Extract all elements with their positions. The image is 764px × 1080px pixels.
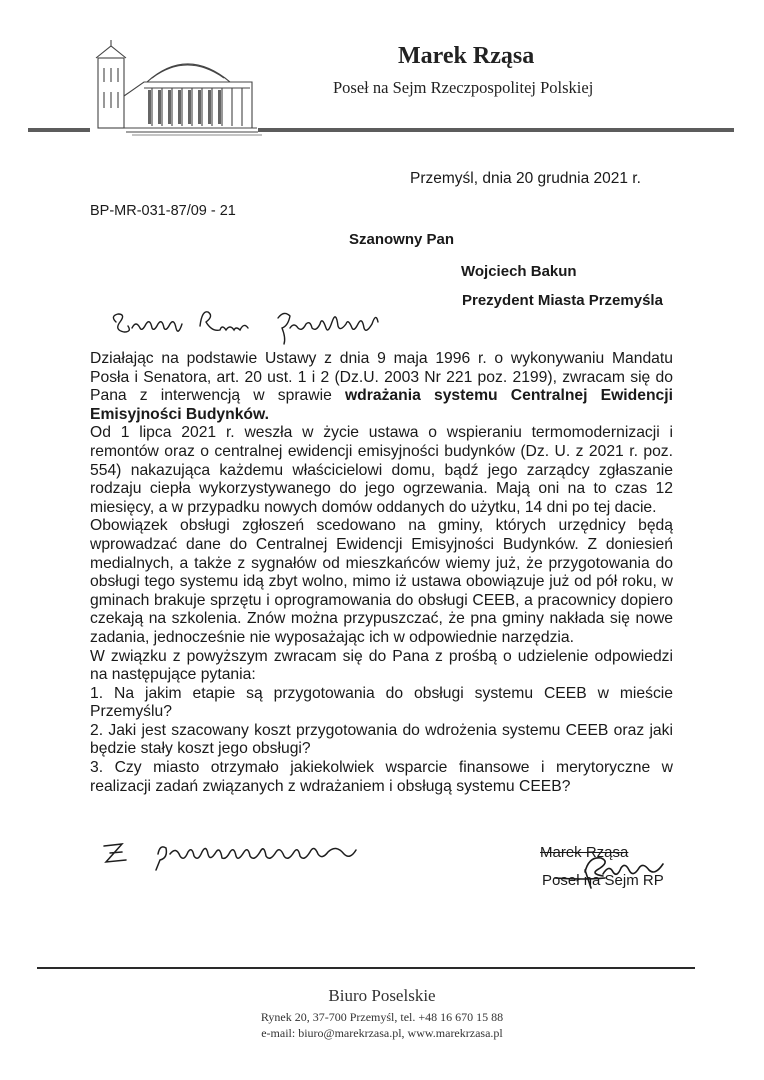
question-2: 2. Jaki jest szacowany koszt przygotowania do wdrożenia systemu CEEB oraz jaki będzie stały koszt jego obsługi? xyxy=(90,721,673,758)
handwritten-greeting xyxy=(108,302,408,346)
body-paragraph-issue: Obowiązek obsługi zgłoszeń scedowano na gminy, których urzędnicy będą wprowadzać dane do Centralnej Ewidencji Emisyjności Budynków. Z doniesień medialnych, a także z sygnałów od mieszkańców wiemy już, że przygotowania do obsługi tego systemu idą zbyt wolno, mimo iż ustawa obowiązuje już od pół roku, w gminach brakuje sprzętu i oprogramowania do obsługi CEEB, a pracownicy dopiero czekają na szkolenia. Znów można przypuszczać, że pna gminy nakłada się nowe zadania, jednocześnie nie wyposażając ich w odpowiednie narzędzia. xyxy=(90,517,673,646)
author-title: Poseł na Sejm Rzeczpospolitej Polskiej xyxy=(333,78,594,97)
author-name: Marek Rząsa xyxy=(398,43,535,69)
intro-text: Działając na podstawie Ustawy z dnia 9 maja 1996 r. o wykonywaniu Mandatu Posła i Senatora, art. 20 ust. 1 i 2 (Dz.U. 2003 Nr 221 poz. 2199), zwracam się do Pana z interwencją w sprawie xyxy=(90,350,673,405)
footer-contact: e-mail: biuro@marekrzasa.pl, www.marekrzasa.pl xyxy=(261,1026,503,1040)
salutation: Szanowny Pan xyxy=(349,231,455,248)
sejm-building-logo xyxy=(92,38,262,138)
signer-title: Poseł na Sejm RP xyxy=(542,872,664,889)
body-paragraph-request: W związku z powyższym zwracam się do Pana z prośbą o udzielenie odpowiedzi na następujące pytania: xyxy=(90,647,673,684)
footer-address: Rynek 20, 37-700 Przemyśl, tel. +48 16 670 15 88 xyxy=(260,1010,504,1024)
intro-subject: wdrażania systemu Centralnej Ewidencji Emisyjności Budynków. xyxy=(90,387,673,423)
question-1: 1. Na jakim etapie są przygotowania do obsługi systemu CEEB w mieście Przemyślu? xyxy=(90,684,673,721)
place-date: Przemyśl, dnia 20 grudnia 2021 r. xyxy=(410,170,641,187)
header-rule-left xyxy=(28,128,90,132)
header-rule-right xyxy=(258,128,734,132)
body-paragraph-intro xyxy=(90,350,673,424)
footer-office-title: Biuro Poselskie xyxy=(328,986,436,1005)
mp-signature xyxy=(545,848,685,890)
reference-number: BP-MR-031-87/09 - 21 xyxy=(90,203,236,219)
question-3: 3. Czy miasto otrzymało jakiekolwiek wsparcie finansowe i merytoryczne w realizacji zadań związanych z wdrażaniem i obsługą systemu CEEB? xyxy=(90,759,673,795)
recipient-title: Prezydent Miasta Przemyśla xyxy=(462,292,663,309)
body-paragraph-law: Od 1 lipca 2021 r. weszła w życie ustawa o wspieraniu termomodernizacji i remontów oraz o centralnej ewidencji emisyjności budynków (Dz. U. z 2021 r. poz. 554) nakazująca każdemu właścicielowi domu, bądź jego zarządcy zgłaszanie rodzaju ciepła wykorzystywanego do jego ogrzewania. Mają oni na to czas 12 miesięcy, a w przypadku nowych domów oddanych do użytku, 14 dni po tej dacie. xyxy=(90,424,673,516)
signer-name: Marek Rząsa xyxy=(540,844,629,861)
handwritten-closing xyxy=(100,832,360,872)
footer-rule xyxy=(37,967,695,969)
recipient-name: Wojciech Bakun xyxy=(461,263,577,280)
letter-body xyxy=(90,350,673,796)
